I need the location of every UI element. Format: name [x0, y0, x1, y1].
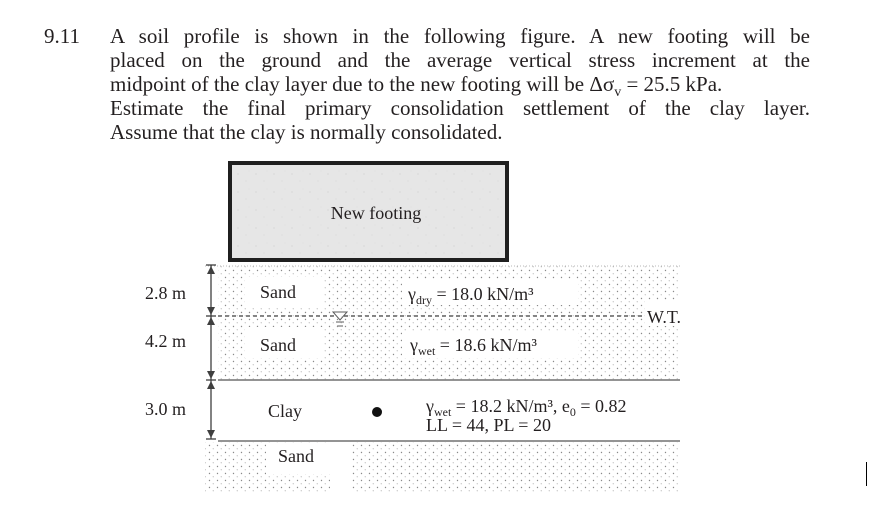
- sand-layer-1-label: Sand: [260, 282, 296, 302]
- clay-wet-unit-weight-value: = 18.2 kN/m³, e: [451, 396, 570, 416]
- problem-line-3: [110, 72, 810, 101]
- gamma-symbol-2: γ: [410, 335, 418, 355]
- water-table-label: W.T.: [647, 307, 681, 327]
- clay-midpoint-marker: [372, 407, 382, 417]
- problem-statement: [0, 0, 880, 150]
- soil-profile-figure: [0, 150, 880, 517]
- problem-line-4: Estimate the final primary consolidation settlement of the clay layer.: [110, 96, 810, 120]
- wet-subscript-sand: wet: [417, 344, 436, 358]
- delta-sigma-value: = 25.5 kPa.: [621, 72, 723, 96]
- sand-layer-1-thickness: 2.8 m: [145, 283, 187, 303]
- text-cursor: [866, 462, 867, 486]
- problem-line-5: Assume that the clay is normally consolidated.: [110, 120, 503, 144]
- thickness-dimension-lines: [206, 265, 216, 439]
- problem-line-3-main: midpoint of the clay layer due to the new footing will be Δσ: [110, 72, 615, 96]
- atterberg-limits: LL = 44, PL = 20: [426, 415, 551, 435]
- gamma-symbol-1: γ: [408, 284, 416, 304]
- void-ratio-subscript: 0: [569, 405, 576, 419]
- sand-layer-2-label: Sand: [260, 335, 296, 355]
- problem-line-1: A soil profile is shown in the following figure. A new footing will be: [110, 24, 810, 48]
- problem-line-2: placed on the ground and the average vertical stress increment at the: [110, 48, 810, 72]
- sand-layer-2-thickness: 4.2 m: [145, 331, 187, 351]
- bottom-sand-label: Sand: [278, 446, 314, 466]
- sand-wet-unit-weight-value: = 18.6 kN/m³: [435, 335, 537, 355]
- footing-label: New footing: [330, 203, 422, 223]
- problem-number: 9.11: [44, 24, 80, 48]
- delta-sigma-subscript: v: [614, 85, 622, 101]
- problem-text: [110, 24, 810, 144]
- dry-unit-weight-value: = 18.0 kN/m³: [431, 284, 534, 304]
- clay-layer-label: Clay: [268, 401, 302, 421]
- wet-subscript-clay: wet: [433, 405, 452, 419]
- bottom-sand-gap: [330, 442, 350, 492]
- void-ratio-value: = 0.82: [575, 396, 627, 416]
- gamma-symbol-3: γ: [426, 396, 434, 416]
- soil-profile-diagram: [0, 150, 880, 517]
- clay-layer-thickness: 3.0 m: [145, 399, 187, 419]
- dry-subscript: dry: [415, 293, 432, 307]
